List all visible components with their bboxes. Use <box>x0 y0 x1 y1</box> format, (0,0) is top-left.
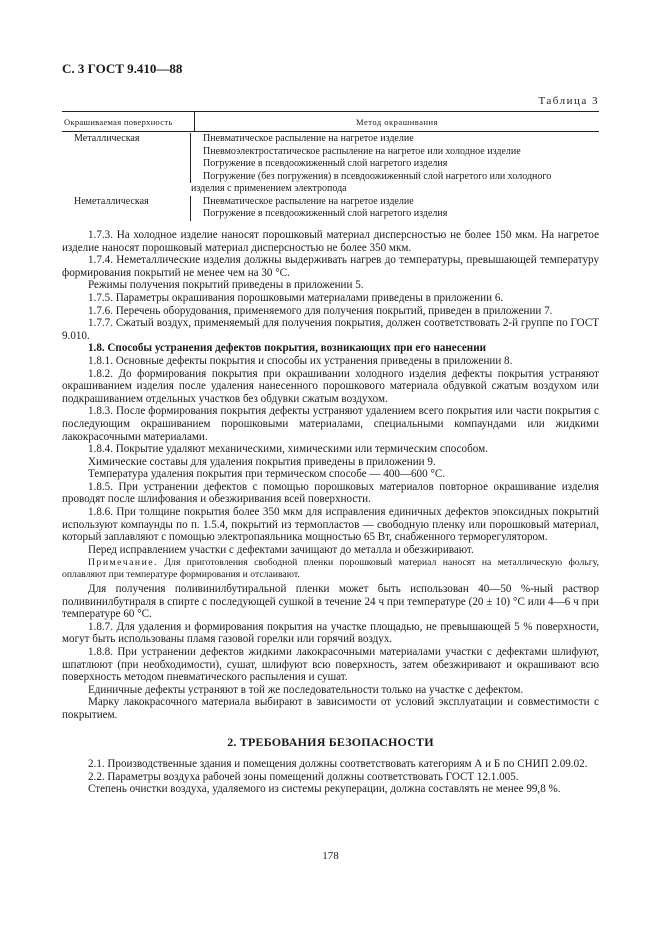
table-cell-surface: Металлическая <box>74 133 140 144</box>
column-header-surface: Окрашиваемая поверхность <box>64 116 173 127</box>
table-header-row <box>62 112 599 131</box>
method-item: Погружение в псевдоожиженный слой нагретого изделия <box>203 208 448 219</box>
paragraph: 1.7.5. Параметры окрашивания порошковыми материалами приведены в приложении 6. <box>88 291 504 304</box>
paragraph: 1.8.3. После формирования покрытия дефекты устраняют удалением всего покрытия или части покрытия с последующим окрашиванием порошковыми материалами, специальными компаундами или жидкими лакокрасочными материалами. <box>62 405 599 443</box>
paragraph: 1.8.1. Основные дефекты покрытия и способы их устранения приведены в приложении 8. <box>88 354 513 367</box>
note-paragraph <box>62 557 599 581</box>
subsection-heading: 1.8. Способы устранения дефектов покрытия, возникающих при его нанесении <box>88 342 486 355</box>
table-cell-methods <box>190 196 599 221</box>
method-item: изделия с применением электропода <box>191 183 347 194</box>
paragraph: Режимы получения покрытий приведены в приложении 5. <box>88 279 364 292</box>
section-title: 2. ТРЕБОВАНИЯ БЕЗОПАСНОСТИ <box>227 734 434 749</box>
paragraph: Марку лакокрасочного материала выбирают в зависимости от условий эксплуатации и совместимости с покрытием. <box>62 696 599 721</box>
paragraph: 1.7.6. Перечень оборудования, применяемого для получения покрытий, приведен в приложении 7. <box>88 304 553 317</box>
paragraph: Температура удаления покрытия при термическом способе — 400—600 °С. <box>88 468 446 481</box>
paragraph: 1.8.2. До формирования покрытия при окрашивании холодного изделия дефекты покрытия устраняют окрашиванием изделия после удаления нанесенного порошкового материала обдувкой сжатым воздухом или подкрашиванием отдельных участков без обдувки сжатым воздухом. <box>62 367 599 405</box>
table-row-continuation <box>62 183 599 196</box>
paragraph: 1.7.4. Неметаллические изделия должны выдерживать нагрев до температуры, превышающей температуру формирования покрытий не менее чем на 30 °С. <box>62 254 599 279</box>
paragraph: Степень очистки воздуха, удаляемого из системы рекуперации, должна составлять не менее 99,8 %. <box>88 783 561 796</box>
column-header-method: Метод окрашивания <box>356 116 438 127</box>
note-text: Для приготовления свободной пленки порошковый материал наносят на металлическую фольгу, оплавляют при температуре формирования и отслаивают. <box>62 557 599 581</box>
table <box>62 111 599 221</box>
paragraph: Для получения поливинилбутиральной пленки может быть использован 40—50 %-ный раствор поливинилбутираля в спирте с последующей сушкой в течение 24 ч при температуре (20 ± 10) °С или 4—6 ч при температуре 60 °С. <box>62 583 599 621</box>
method-item: Пневмоэлектростатическое распыление на нагретое или холодное изделие <box>203 145 521 157</box>
table-row <box>62 133 599 183</box>
paragraph: 1.8.5. При устранении дефектов с помощью порошковых материалов повторное окрашивание изделия проводят после шлифования и обезжиривания всей поверхности. <box>62 480 599 506</box>
paragraph: 1.7.3. На холодное изделие наносят порошковый материал дисперсностью не более 150 мкм. На нагретое изделие наносят порошковый материал дисперсностью не более 350 мкм. <box>62 229 599 254</box>
paragraph: 2.1. Производственные здания и помещения должны соответствовать категориям А и Б по СНИП 2.09.02. <box>88 758 588 771</box>
paragraph: Перед исправлением участки с дефектами зачищают до металла и обезжиривают. <box>88 543 474 556</box>
method-item: Пневматическое распыление на нагретое изделие <box>203 195 414 207</box>
body-text <box>62 229 599 796</box>
table-caption: Таблица 3 <box>538 95 599 107</box>
paragraph: 1.7.7. Сжатый воздух, применяемый для получения покрытия, должен соответствовать 2-й группе по ГОСТ 9.010. <box>62 317 599 342</box>
page-header: С. 3 ГОСТ 9.410—88 <box>62 61 183 76</box>
paragraph: 1.8.8. При устранении дефектов жидкими лакокрасочными материалами участки с дефектами шлифуют, шпатлюют (при необходимости), сушат, шлифуют всю поверхность, затем обезжиривают и окрашивают всю поверхность методом пневматического распыления и сушат. <box>62 646 599 684</box>
note-label: Примечание. <box>88 557 158 569</box>
paragraph: Химические составы для удаления покрытия приведены в приложении 9. <box>88 455 436 468</box>
paragraph: 2.2. Параметры воздуха рабочей зоны помещений должны соответствовать ГОСТ 12.1.005. <box>88 770 519 783</box>
page-number: 178 <box>322 850 339 862</box>
method-item: Пневматическое распыление на нагретое изделие <box>203 133 414 144</box>
table-row <box>62 196 599 221</box>
table-cell-methods <box>190 133 599 183</box>
method-item: Погружение (без погружения) в псевдоожиженный слой нагретого или холодного <box>203 170 552 182</box>
paragraph: 1.8.7. Для удаления и формирования покрытия на участке площадью, не превышающей 5 % поверхности, могут быть использованы пламя газовой горелки или горячий воздух. <box>62 620 599 646</box>
table-cell-surface: Неметаллическая <box>74 195 149 207</box>
paragraph: 1.8.6. При толщине покрытия более 350 мкм для исправления единичных дефектов эпоксидных покрытий используют компаунды по п. 1.5.4, покрытий из термопластов — свободную пленку или порошковый материал, который заплавляют с помощью электропаяльника мощностью 65 Вт, снабженного терморегулятором. <box>62 506 599 544</box>
paragraph: Единичные дефекты устраняют в той же последовательности только на участке с дефектом. <box>88 683 524 696</box>
method-item: Погружение в псевдоожиженный слой нагретого изделия <box>203 158 448 169</box>
paragraph: 1.8.4. Покрытие удаляют механическими, химическими или термическим способом. <box>88 443 488 456</box>
